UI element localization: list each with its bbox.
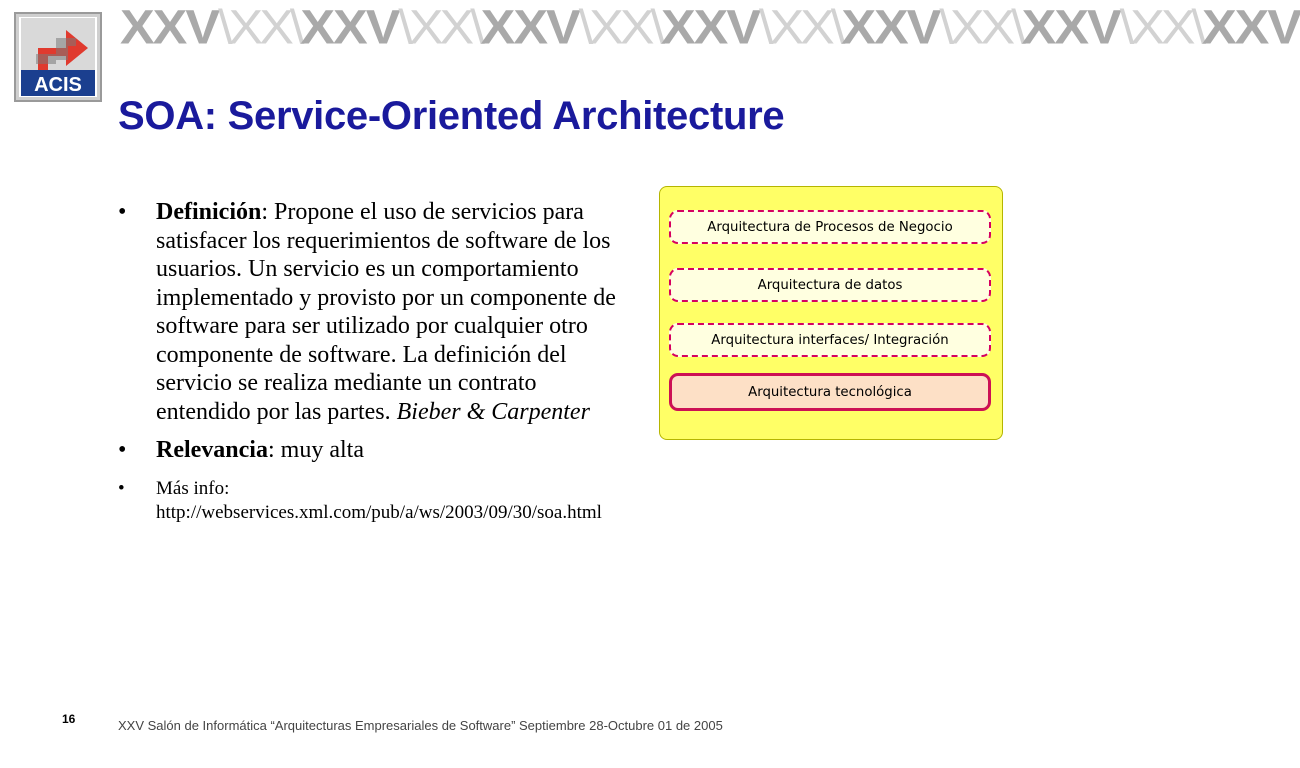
bullet-label: Definición: [156, 199, 262, 225]
bullet-separator: :: [261, 199, 274, 225]
banner-segment: XXV: [120, 1, 219, 55]
banner-segment: XXV: [1021, 1, 1120, 55]
bullet-text: muy alta: [280, 437, 364, 463]
banner-segment: XXV: [660, 1, 760, 55]
bullet-list: [118, 198, 633, 525]
bullet-text: Más info: http://webservices.xml.com/pub/a/ws/2003/09/30/soa.html: [156, 477, 602, 523]
bullet-separator: :: [267, 437, 281, 463]
banner-segment: \XX\: [1119, 1, 1202, 55]
architecture-diagram: [659, 186, 1003, 440]
page-number: 16: [62, 712, 76, 726]
bullet-relevancia: [118, 436, 633, 465]
banner-segment: \XX\: [759, 1, 842, 55]
decorative-banner: [120, 1, 1300, 55]
acis-arrows-icon: [14, 12, 102, 102]
banner-segment: \XX\: [578, 1, 661, 55]
bullet-label: Relevancia: [156, 437, 268, 463]
layer-procesos-negocio: Arquitectura de Procesos de Negocio: [669, 210, 991, 244]
acis-logo: [14, 12, 102, 102]
banner-segment: \XX\: [398, 1, 481, 55]
bullet-marker: •: [118, 437, 127, 463]
bullet-definicion: [118, 198, 633, 426]
bullet-marker: •: [118, 199, 127, 225]
banner-segment: XXV: [1201, 1, 1300, 55]
logo-text: ACIS: [34, 74, 82, 96]
banner-segment: XXV: [841, 1, 940, 55]
banner-segment: \XX\: [939, 1, 1022, 55]
banner-segment: \XX\: [218, 1, 301, 55]
bullet-author: Bieber & Carpenter: [396, 398, 590, 425]
layer-interfaces-integracion: Arquitectura interfaces/ Integración: [669, 323, 991, 357]
banner-segment: XXV: [480, 1, 579, 55]
layer-datos: Arquitectura de datos: [669, 268, 991, 302]
layer-tecnologica: Arquitectura tecnológica: [669, 373, 991, 411]
bullet-mas-info: [118, 477, 633, 525]
slide-title: SOA: Service-Oriented Architecture: [118, 94, 785, 138]
bullet-marker: •: [118, 477, 125, 499]
bullet-text: Propone el uso de servicios para satisfacer los requerimientos de software de los usuarios. Un servicio es un comportamiento implementado y provisto por un componente de software para ser utilizado por cualquier otro componente de software. La definición del servicio se realiza mediante un contrato entendido por las partes.: [156, 199, 616, 425]
banner-segment: XXV: [300, 1, 399, 55]
footer-text: XXV Salón de Informática “Arquitecturas Empresariales de Software” Septiembre 28-Octubre 01 de 2005: [118, 718, 723, 733]
